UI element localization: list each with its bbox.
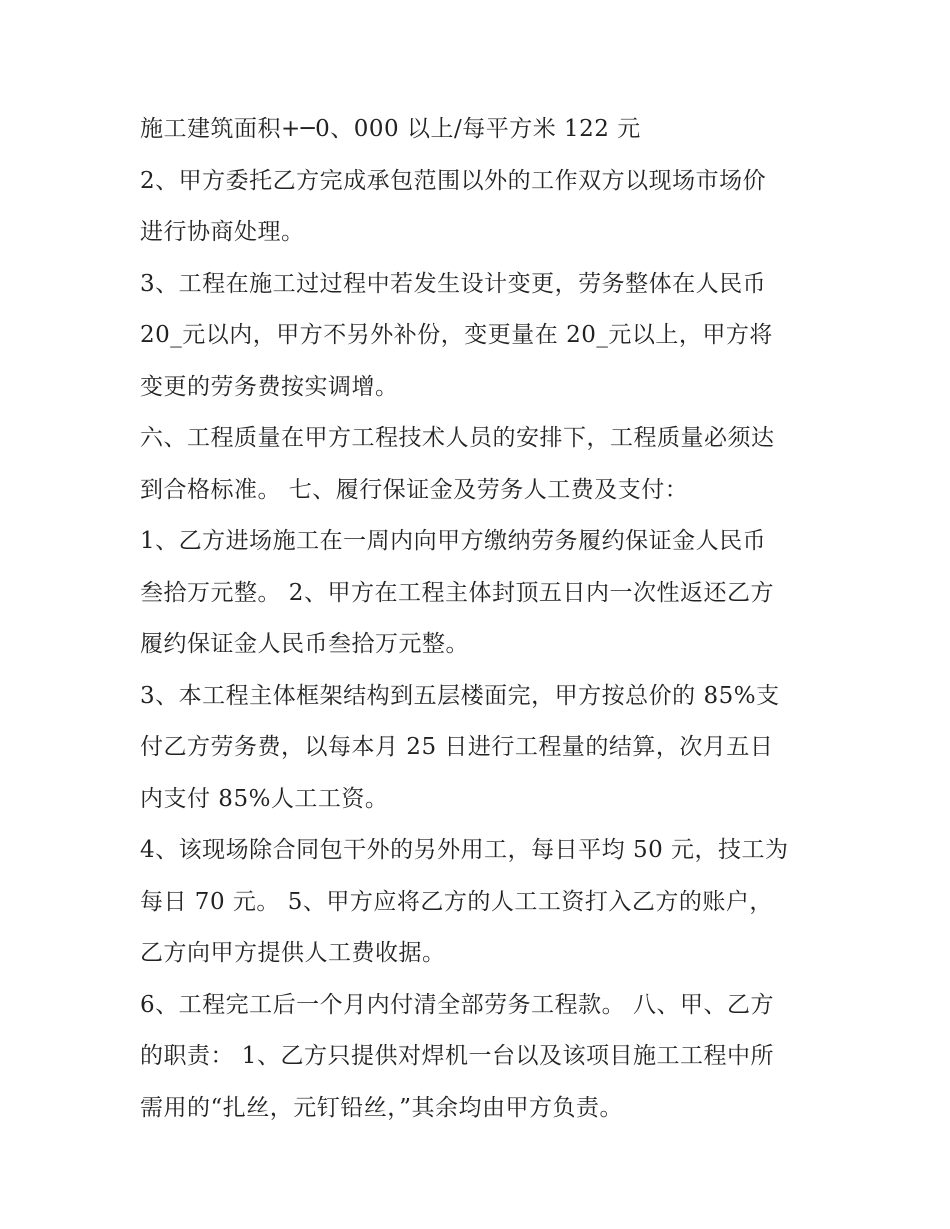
text-line: 1、乙方进场施工在一周内向甲方缴纳劳务履约保证金人民币 [140, 528, 767, 554]
text-line: 进行协商处理。 [140, 219, 305, 245]
text-line: 履约保证金人民币叁拾万元整。 [140, 631, 469, 657]
text-line: 6、工程完工后一个月内付清全部劳务工程款。 八、甲、乙方 [140, 991, 774, 1018]
text-line: 内支付 85%人工工资。 [140, 785, 389, 812]
text-line: 3、工程在施工过过程中若发生设计变更，劳务整体在人民币 [140, 270, 767, 297]
text-line: 六、工程质量在甲方工程技术人员的安排下，工程质量必须达 [140, 425, 775, 451]
text-line: 20_元以内，甲方不另外补份，变更量在 20_元以上，甲方将 [140, 322, 773, 348]
text-line: 的职责： 1、乙方只提供对焊机一台以及该项目施工工程中所 [140, 1043, 774, 1069]
text-line: 施工建筑面积+─0、000 以上/每平方米 122 元 [140, 116, 641, 142]
text-line: 叁拾万元整。 2、甲方在工程主体封顶五日内一次性返还乙方 [140, 579, 774, 606]
text-line: 到合格标准。 七、履行保证金及劳务人工费及支付： [140, 476, 689, 503]
text-line: 变更的劳务费按实调增。 [140, 373, 399, 400]
text-line: 2、甲方委托乙方完成承包范围以外的工作双方以现场市场价 [140, 167, 767, 194]
text-line: 乙方向甲方提供人工费收据。 [140, 940, 446, 966]
document-body [140, 104, 840, 1134]
text-line: 付乙方劳务费，以每本月 25 日进行工程量的结算，次月五日 [140, 734, 774, 760]
text-line: 每日 70 元。 5、甲方应将乙方的人工工资打入乙方的账户， [140, 888, 773, 915]
text-line: 4、该现场除合同包干外的另外用工，每日平均 50 元，技工为 [140, 837, 789, 863]
text-line: 3、本工程主体框架结构到五层楼面完，甲方按总价的 85%支 [140, 682, 780, 709]
text-line: 需用的“扎丝，元钉铅丝，”其余均由甲方负责。 [140, 1094, 624, 1121]
